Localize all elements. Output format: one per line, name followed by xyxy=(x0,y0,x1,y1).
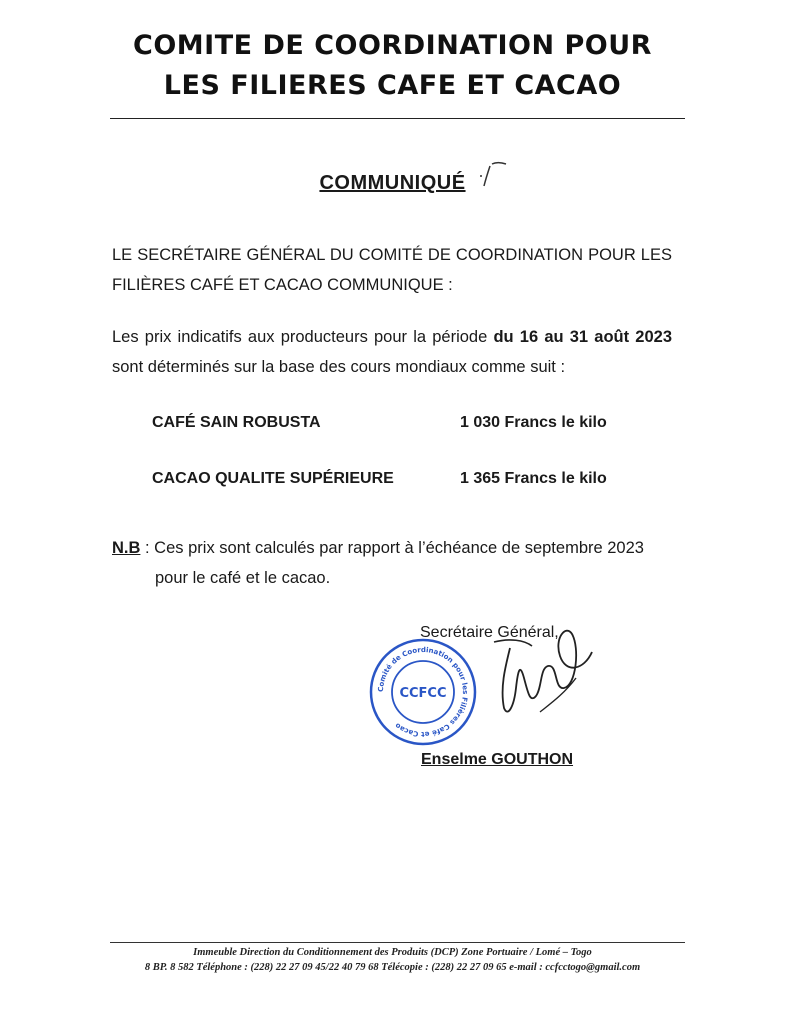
product-price: 1 030 Francs le kilo xyxy=(460,414,607,431)
intro-paragraph: LE SECRÉTAIRE GÉNÉRAL DU COMITÉ DE COORDINATION POUR LES FILIÈRES CAFÉ ET CACAO COMMUNIQUE : xyxy=(112,246,672,294)
nb-text-continued: pour le café et le cacao. xyxy=(155,569,331,587)
handwritten-mark xyxy=(478,158,518,190)
handwritten-signature xyxy=(480,608,610,738)
product-name: CACAO QUALITE SUPÉRIEURE xyxy=(152,470,394,487)
stamp-ring-text: Comité de Coordination pour les Filières Café et Cacao xyxy=(376,645,470,739)
signatory-title: Secrétaire Général, xyxy=(420,624,559,641)
signatory-name: Enselme GOUTHON xyxy=(421,751,574,768)
nota-bene xyxy=(112,533,692,593)
nb-label: N.B xyxy=(112,539,141,557)
official-stamp xyxy=(368,637,478,747)
stamp-center-text: CCFCC xyxy=(399,686,447,701)
prices-paragraph: Les prix indicatifs aux producteurs pour la période du 16 au 31 août 2023 sont déterminés sur la base des cours mondiaux comme suit : xyxy=(112,328,672,376)
document-title: COMMUNIQUÉ xyxy=(319,172,466,194)
header-divider xyxy=(110,118,685,119)
letterhead-line-2: LES FILIERES CAFE ET CACAO xyxy=(163,70,622,101)
footer-divider xyxy=(110,942,685,943)
letterhead-line-1: COMITE DE COORDINATION POUR xyxy=(133,30,652,61)
product-name: CAFÉ SAIN ROBUSTA xyxy=(152,414,321,431)
product-price: 1 365 Francs le kilo xyxy=(460,470,607,487)
footer-contacts: 8 BP. 8 582 Téléphone : (228) 22 27 09 45/22 40 79 68 Télécopie : (228) 22 27 09 65 e-mail : ccfcctogo@gmail.com xyxy=(144,962,641,973)
letterhead-title xyxy=(0,26,785,106)
nb-text: : Ces prix sont calculés par rapport à l’échéance de septembre 2023 xyxy=(140,539,644,557)
period-dates: du 16 au 31 août 2023 xyxy=(493,328,672,346)
footer-address: Immeuble Direction du Conditionnement des Produits (DCP) Zone Portuaire / Lomé – Togo xyxy=(193,947,592,958)
